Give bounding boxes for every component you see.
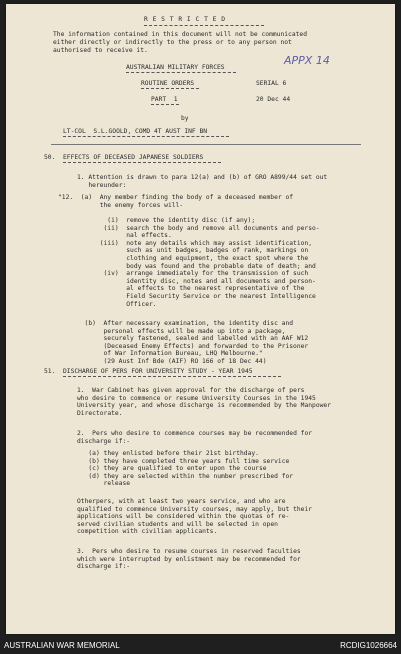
section-50-underline [63,162,221,163]
section-51-para-2: 2. Pers who desire to commence courses may be recommended for discharge if:- [77,430,313,445]
force-underline [126,72,236,73]
appendix-annotation: APPX 14 [284,54,330,67]
section-divider [51,144,361,145]
section-50-title: EFFECTS OF DECEASED JAPANESE SOLDIERS [63,154,204,161]
notice-line-3: authorised to receive it. [53,47,148,54]
notice-line-2: either directly or indirectly to the press or to any person not [53,39,292,46]
section-51-para-3: 3. Pers who desire to resume courses in reserved faculties which were interrupted by enlistment may be recommended for discharge if:- [77,548,301,571]
notice-line-1: The information contained in this document will not be communicated [53,31,308,38]
part-underline [151,104,179,105]
footer-archive-name: AUSTRALIAN WAR MEMORIAL [4,641,120,650]
section-50-para-b: (b) After necessary examination, the identity disc and personal effects will be made up into a package, securely fastened, sealed and labelled with an AAF W12 (Deceased Enemy Effects) and forwarded to the Prisoner of War Information Bureau, LHQ Melbourne." (29 Aust Inf Bde (AIF) RO 166 of 18 Dec 44) [84,320,309,365]
section-51-number: 51. [44,368,56,375]
section-51-list: (a) they enlisted before their 21st birthday. (b) they have completed three years full time service (c) they are qualified to enter upon the course (d) they are selected within the number prescribed for release [88,450,294,488]
section-50-intro: 1. Attention is drawn to para 12(a) and (b) of GRO A899/44 set out hereunder: [77,174,328,189]
footer-record-id: RCDIG1026664 [340,641,397,650]
restricted-heading: R E S T R I C T E D [144,16,226,23]
section-50-quote-lead: "12. (a) Any member finding the body of a deceased member of the enemy forces will- [58,194,294,209]
part-number: PART 1 [151,96,178,103]
by-line: by [181,115,189,122]
commander-line: LT-COL S.L.GOOLD, COMD 4T AUST INF BN [63,128,208,135]
archive-footer [0,638,401,654]
order-date: 20 Dec 44 [256,96,291,103]
section-50-items: (i) remove the identity disc (if any); (ii) search the body and remove all documents and perso- nal effects. (iii) note any details which may assist identification, such as unit badges, badges of rank, markings on clothing and equipment, the exact spot where the body was found and the probable date of death; and (iv) arrange immediately for the transmission of such identity disc, notes and all documents and person- al effects to the nearest representative of the Field Security Service or the nearest Intelligence Officer. [99,217,320,308]
commander-underline [63,136,229,137]
orders-underline [141,88,199,89]
section-50-number: 50. [44,154,56,161]
restricted-underline [144,25,264,26]
section-51-title: DISCHARGE OF PERS FOR UNIVERSITY STUDY - YEAR 1945 [63,368,253,375]
section-51-para-1: 1. War Cabinet has given approval for the discharge of pers who desire to commence or resume University Courses in the 1945 University year, and whose discharge is recommended by the Manpower Directorate. [77,387,332,417]
force-title: AUSTRALIAN MILITARY FORCES [126,64,225,71]
section-51-para-2-cont: Otherpers, with at least two years service, and who are qualified to commence University courses, may apply, but their applications will be considered within the quotas of re- served civilian students and will be selected in open competition with civilian applicants. [77,498,313,536]
document-page [6,4,395,634]
serial-number: SERIAL 6 [256,80,287,87]
section-51-underline [63,376,281,377]
orders-title: ROUTINE ORDERS [141,80,195,87]
